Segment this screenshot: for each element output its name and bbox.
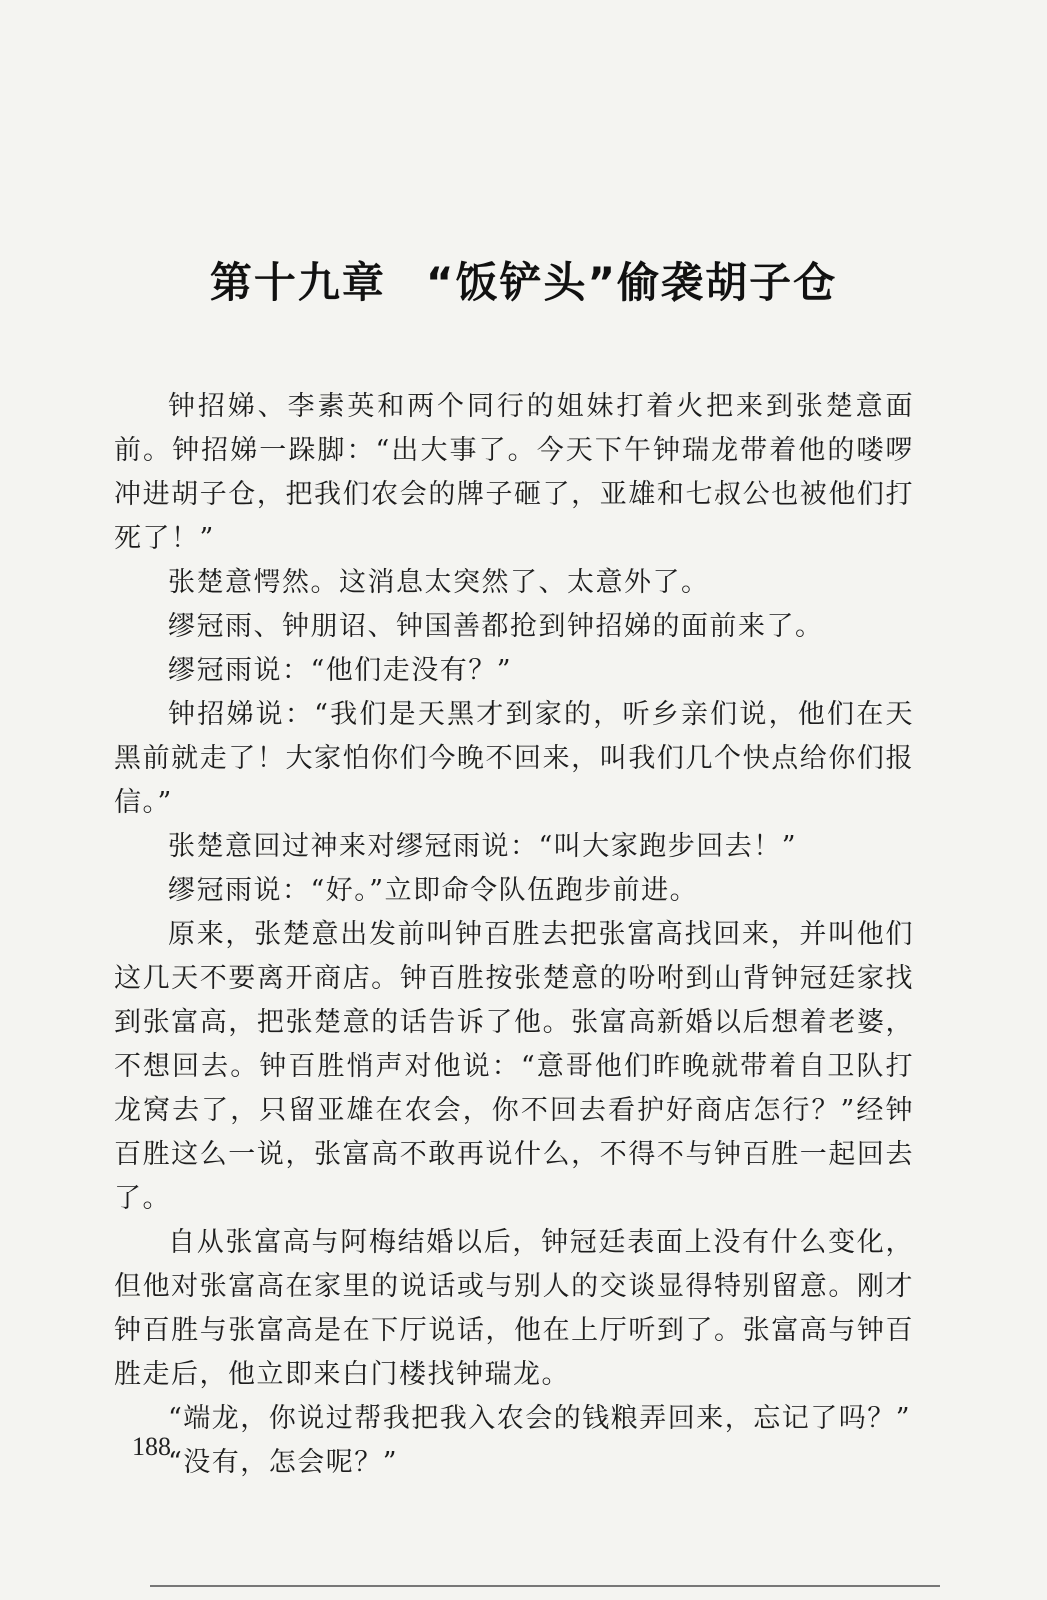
paragraph: “端龙，你说过帮我把我入农会的钱粮弄回来，忘记了吗？”: [168, 1403, 912, 1434]
chapter-title: [0, 250, 1047, 310]
paragraph: “没有，怎会呢？”: [168, 1447, 399, 1478]
paragraph: 钟招娣、李素英和两个同行的姐妹打着火把来到张楚意面前。钟招娣一跺脚：“出大事了。今天下午钟瑞龙带着他的喽啰冲进胡子仓，把我们农会的牌子砸了，亚雄和七叔公也被他们打死了！”: [114, 391, 914, 554]
paragraph: 钟招娣说：“我们是天黑才到家的，听乡亲们说，他们在天黑前就走了！大家怕你们今晚不回来，叫我们几个快点给你们报信。”: [114, 699, 914, 818]
paragraph: 缪冠雨说：“好。”立即命令队伍跑步前进。: [168, 875, 699, 906]
paragraph: 自从张富高与阿梅结婚以后，钟冠廷表面上没有什么变化，但他对张富高在家里的说话或与别人的交谈显得特别留意。刚才钟百胜与张富高是在下厅说话，他在上厅听到了。张富高与钟百胜走后，他立即来白门楼找钟瑞龙。: [114, 1227, 914, 1390]
paragraph: 缪冠雨说：“他们走没有？”: [168, 655, 513, 686]
chapter-name: “饭铲头”偷袭胡子仓: [425, 258, 838, 307]
chapter-body: [114, 385, 914, 1485]
paragraph: 张楚意回过神来对缪冠雨说：“叫大家跑步回去！”: [168, 831, 798, 862]
paragraph: 缪冠雨、钟朋诏、钟国善都抢到钟招娣的面前来了。: [168, 611, 824, 642]
paragraph: 张楚意愕然。这消息太突然了、太意外了。: [168, 567, 710, 598]
page-number: 188: [132, 1432, 171, 1461]
scan-edge-line: [150, 1585, 940, 1587]
chapter-number: 第十九章: [209, 258, 386, 307]
paragraph: 原来，张楚意出发前叫钟百胜去把张富高找回来，并叫他们这几天不要离开商店。钟百胜按张楚意的吩咐到山背钟冠廷家找到张富高，把张楚意的话告诉了他。张富高新婚以后想着老婆，不想回去。钟百胜悄声对他说：“意哥他们昨晚就带着自卫队打龙窝去了，只留亚雄在农会，你不回去看护好商店怎行？”经钟百胜这么一说，张富高不敢再说什么，不得不与钟百胜一起回去了。: [114, 919, 914, 1214]
